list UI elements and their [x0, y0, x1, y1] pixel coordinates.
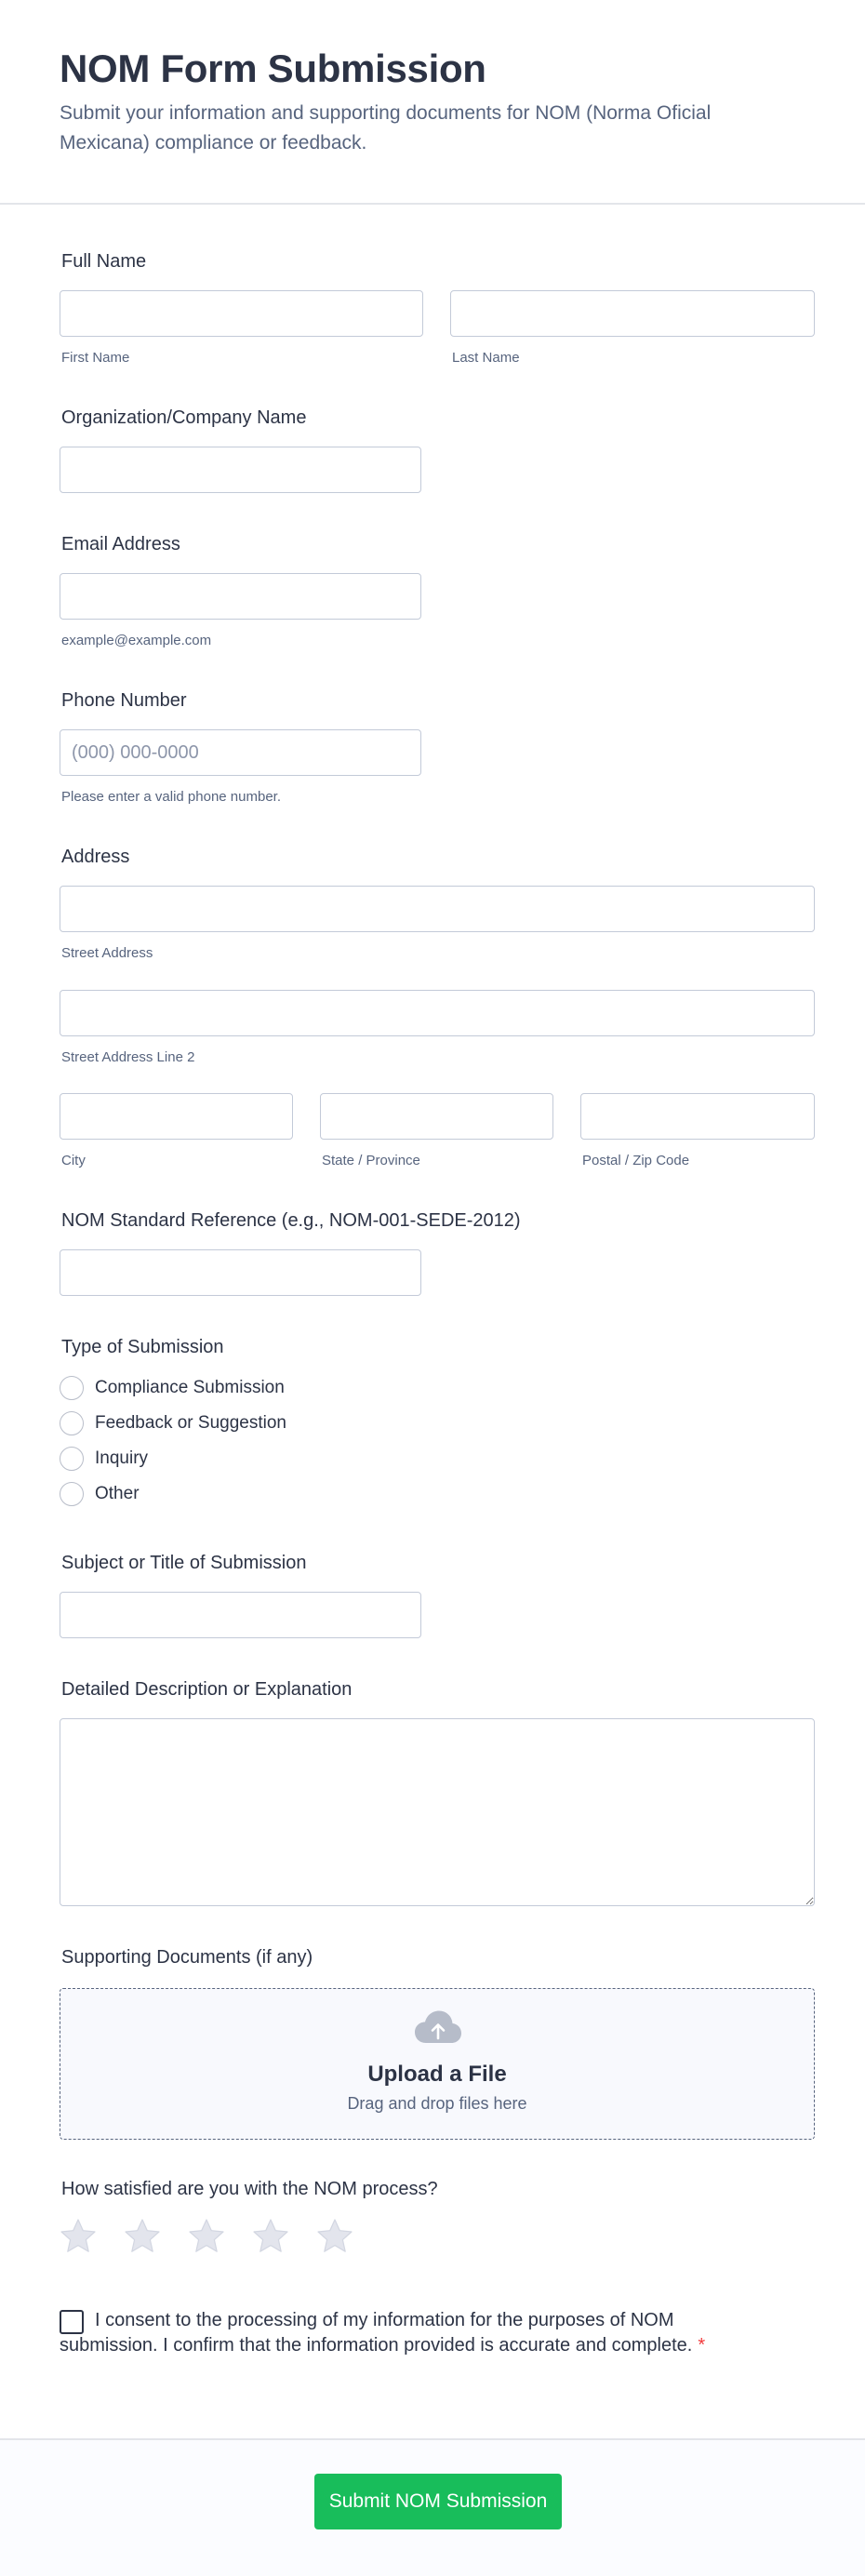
documents-label: Supporting Documents (if any): [61, 1947, 313, 1968]
radio-compliance-submission[interactable]: [60, 1374, 285, 1402]
phone-label: Phone Number: [61, 690, 187, 711]
upload-title: Upload a File: [367, 2062, 507, 2087]
radio-label: Feedback or Suggestion: [95, 1413, 286, 1433]
first-name-sublabel: First Name: [61, 350, 130, 366]
radio-button[interactable]: [60, 1376, 84, 1400]
description-textarea[interactable]: [60, 1718, 815, 1906]
upload-hint: Drag and drop files here: [347, 2094, 527, 2113]
star-icon[interactable]: [315, 2218, 354, 2255]
star-icon[interactable]: [59, 2218, 98, 2255]
email-label: Email Address: [61, 534, 180, 554]
consent-label: I consent to the processing of my information for the purposes of NOM submission. I confirm that the information provided is accurate and complete.: [60, 2310, 693, 2356]
radio-label: Other: [95, 1484, 140, 1503]
subject-label: Subject or Title of Submission: [61, 1553, 307, 1573]
consent-checkbox[interactable]: [60, 2310, 84, 2334]
star-icon[interactable]: [123, 2218, 162, 2255]
last-name-sublabel: Last Name: [452, 350, 520, 366]
first-name-input[interactable]: [60, 290, 423, 337]
radio-other[interactable]: [60, 1480, 140, 1508]
email-sublabel: example@example.com: [61, 633, 212, 648]
submit-button[interactable]: Submit NOM Submission: [314, 2474, 562, 2529]
zip-sublabel: Postal / Zip Code: [582, 1153, 690, 1168]
radio-feedback-or-suggestion[interactable]: [60, 1409, 286, 1437]
radio-button[interactable]: [60, 1482, 84, 1506]
cloud-upload-icon: [414, 2009, 462, 2047]
radio-button[interactable]: [60, 1411, 84, 1435]
street-address-line2-input[interactable]: [60, 990, 815, 1036]
nom-reference-input[interactable]: [60, 1249, 421, 1296]
phone-sublabel: Please enter a valid phone number.: [61, 789, 281, 805]
city-sublabel: City: [61, 1153, 86, 1168]
star-icon[interactable]: [251, 2218, 290, 2255]
radio-label: Inquiry: [95, 1448, 149, 1468]
satisfaction-label: How satisfied are you with the NOM process?: [61, 2179, 438, 2199]
organization-label: Organization/Company Name: [61, 407, 307, 428]
nom-reference-label: NOM Standard Reference (e.g., NOM-001-SEDE-2012): [61, 1210, 521, 1231]
description-label: Detailed Description or Explanation: [61, 1679, 353, 1700]
zip-input[interactable]: [580, 1093, 815, 1140]
form-title: NOM Form Submission: [60, 47, 486, 90]
city-input[interactable]: [60, 1093, 293, 1140]
last-name-input[interactable]: [450, 290, 815, 337]
radio-inquiry[interactable]: [60, 1445, 148, 1473]
street-address-sublabel: Street Address: [61, 945, 153, 961]
subject-input[interactable]: [60, 1592, 421, 1638]
email-input[interactable]: [60, 573, 421, 620]
address-label: Address: [61, 847, 130, 867]
star-icon[interactable]: [187, 2218, 226, 2255]
phone-input[interactable]: [60, 729, 421, 776]
state-input[interactable]: [320, 1093, 553, 1140]
form-header: [0, 0, 865, 205]
state-sublabel: State / Province: [322, 1153, 420, 1168]
radio-label: Compliance Submission: [95, 1378, 285, 1397]
radio-button[interactable]: [60, 1447, 84, 1471]
street-address-input[interactable]: [60, 886, 815, 932]
street-address-line2-sublabel: Street Address Line 2: [61, 1049, 195, 1065]
file-upload-dropzone[interactable]: [60, 1988, 815, 2140]
organization-input[interactable]: [60, 447, 421, 493]
form-description: Submit your information and supporting documents for NOM (Norma Oficial Mexicana) compliance or feedback.: [60, 102, 712, 153]
consent-text: [60, 2308, 729, 2358]
full-name-label: Full Name: [61, 251, 147, 272]
submission-type-label: Type of Submission: [61, 1337, 224, 1357]
required-asterisk: *: [698, 2335, 706, 2356]
